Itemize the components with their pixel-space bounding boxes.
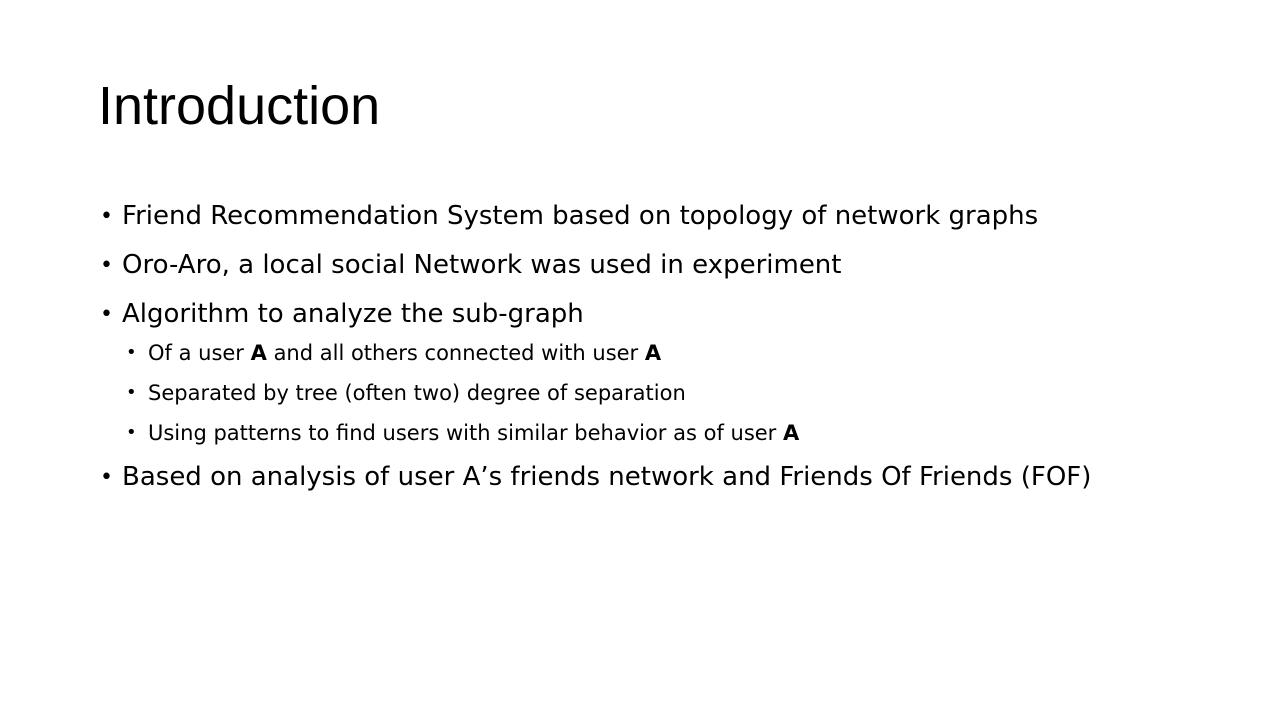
bullet-dot-icon: • bbox=[100, 465, 113, 490]
bullet-dot-icon: • bbox=[100, 302, 113, 327]
bullet-dot-icon: • bbox=[100, 204, 113, 229]
sub-bullet-text: Of a user bbox=[148, 341, 251, 365]
bullet-text: Based on analysis of user A’s friends network and Friends Of Friends (FOF) bbox=[122, 462, 1092, 492]
bullet-item bbox=[98, 246, 1188, 285]
bullet-list bbox=[98, 197, 1188, 507]
sub-bullet-text: Using patterns to find users with similar behavior as of user bbox=[148, 421, 783, 445]
bullet-item bbox=[98, 458, 1188, 497]
sub-bullet-item bbox=[122, 378, 1188, 408]
sub-bullet-dot-icon: • bbox=[126, 382, 137, 403]
bullet-text: Oro-Aro, a local social Network was used in experiment bbox=[122, 250, 842, 280]
sub-bullet-dot-icon: • bbox=[126, 342, 137, 363]
sub-bullet-text: and all others connected with user bbox=[266, 341, 645, 365]
sub-bullet-dot-icon: • bbox=[126, 422, 137, 443]
user-label: A bbox=[644, 341, 662, 365]
bullet-item bbox=[98, 295, 1188, 448]
bullet-dot-icon: • bbox=[100, 253, 113, 278]
sub-bullet-text: Separated by tree (often two) degree of separation bbox=[148, 381, 686, 405]
bullet-text: Algorithm to analyze the sub-graph bbox=[122, 299, 584, 329]
user-label: A bbox=[250, 341, 267, 365]
bullet-item bbox=[98, 197, 1188, 236]
sub-bullet-list bbox=[122, 338, 1188, 448]
bullet-text: Friend Recommendation System based on topology of network graphs bbox=[122, 201, 1039, 231]
sub-bullet-item bbox=[122, 418, 1188, 448]
slide-title: Introduction bbox=[98, 76, 381, 136]
sub-bullet-item bbox=[122, 338, 1188, 368]
user-label: A bbox=[783, 421, 800, 445]
